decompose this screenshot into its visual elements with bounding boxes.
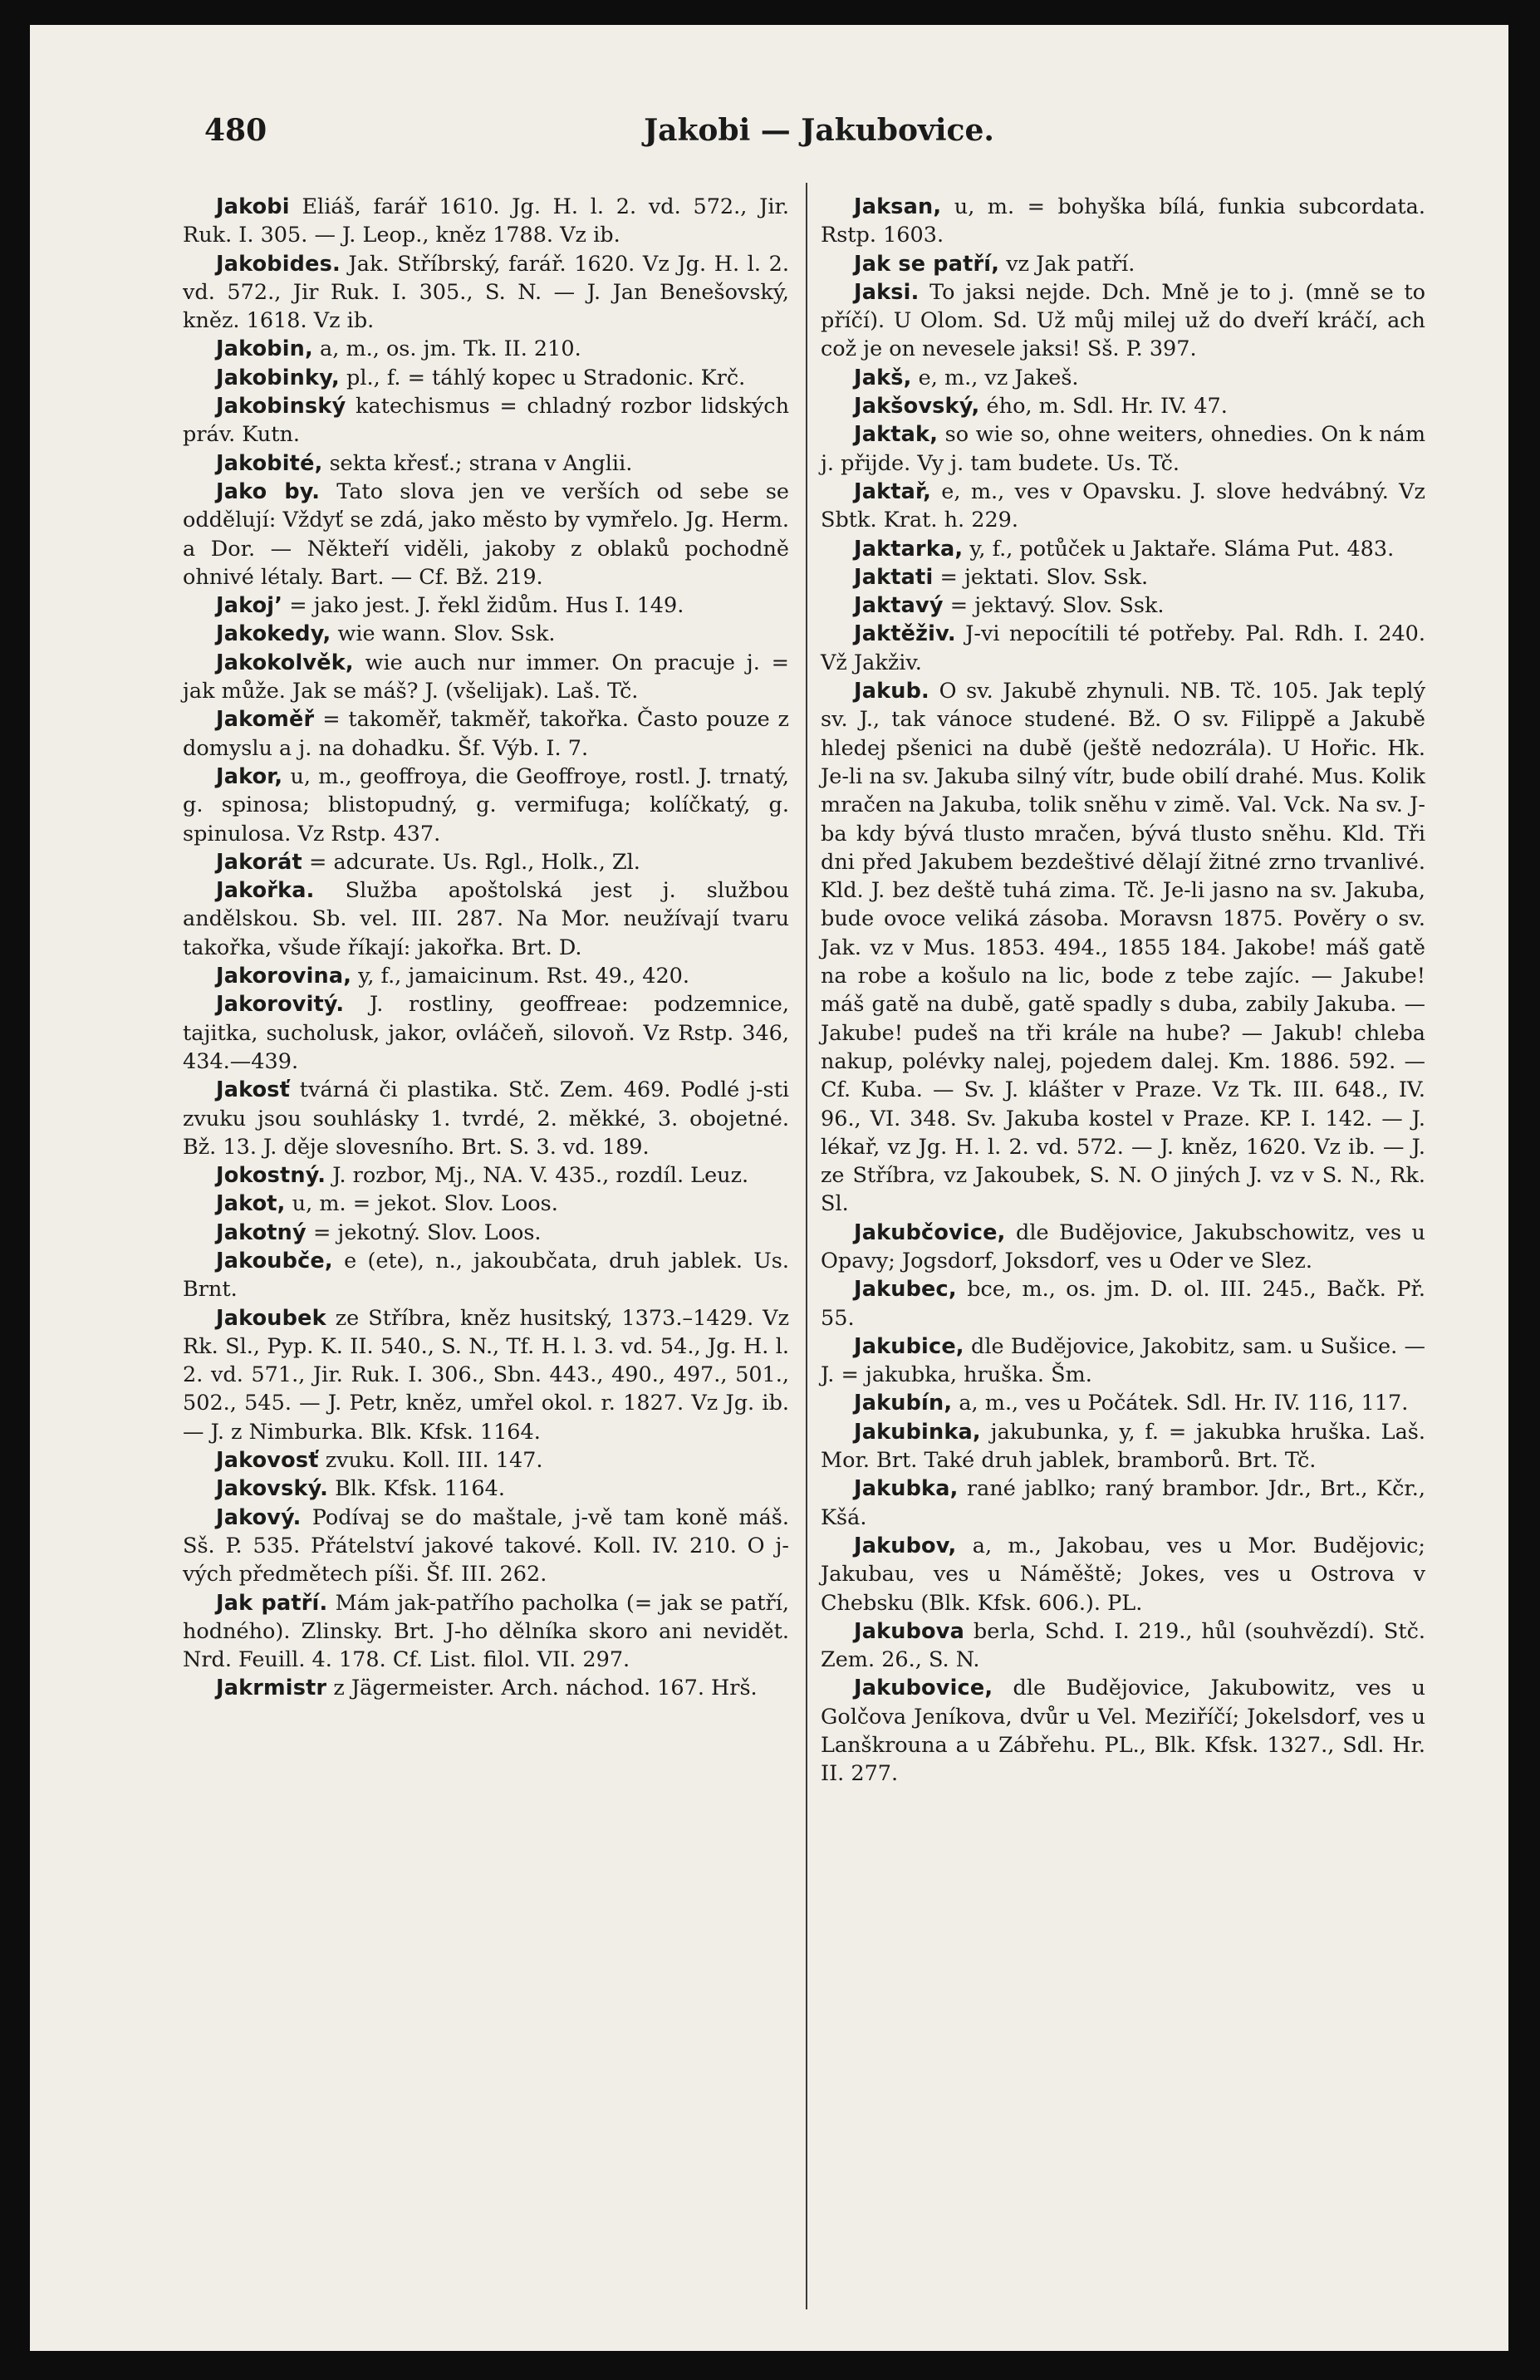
dictionary-entry: [821, 250, 1425, 278]
entry-definition: a, m., ves u Počátek. Sdl. Hr. IV. 116, 117.: [952, 1391, 1409, 1416]
entry-headword: Jakořka.: [216, 878, 315, 904]
entry-headword: Jakosť: [216, 1077, 291, 1103]
entry-headword: Jaksan,: [854, 194, 942, 219]
dictionary-entry: [821, 364, 1425, 392]
entry-headword: Jakoj’: [216, 593, 283, 619]
entry-headword: Jaktěživ.: [854, 621, 956, 647]
left-column: [183, 193, 789, 1703]
entry-definition: dle Budějovice, Jakubowitz, ves u Golčova Jeníkova, dvůr u Vel. Meziříčí; Jokelsdorf, ves u Lanškrouna a u Zábřehu. PL., Blk. Kfsk. 1327., Sdl. Hr. II. 277.: [821, 1676, 1425, 1787]
entry-headword: Jakokedy,: [216, 621, 331, 647]
entry-headword: Jakoubek: [216, 1305, 326, 1331]
entry-definition: z Jägermeister. Arch. náchod. 167. Hrš.: [326, 1676, 758, 1701]
entry-definition: = jako jest. J. řekl židům. Hus I. 149.: [282, 593, 684, 619]
dictionary-entry: [183, 449, 789, 478]
dictionary-entry: [183, 1247, 789, 1304]
running-head: Jakobi — Jakubovice.: [644, 113, 994, 148]
entry-headword: Jak se patří,: [854, 251, 1000, 277]
entry-headword: Jaktati: [854, 564, 934, 590]
dictionary-entry: [821, 563, 1425, 591]
entry-definition: dle Budějovice, Jakobitz, sam. u Sušice. — J. = jakubka, hruška. Šm.: [821, 1333, 1425, 1388]
entry-definition: O sv. Jakubě zhynuli. NB. Tč. 105. Jak teplý sv. J., tak vánoce studené. Bž. O sv. Filippě a Jakubě hledej pšenici na dubě (ještě nedozrála). U Hořic. Hk. Je-li na sv. Jakuba silný vítr, bude obilí drahé. Mus. Kolik mračen na Jakuba, tolik sněhu v zimě. Val. Vck. Na sv. J-ba kdy bývá tlusto mračen, bývá tlusto sněhu. Kld. Tři dni před Jakubem bezdeštivé dělají žitné zrno trvanlivé. Kld. J. bez deště tuhá zima. Tč. Je-li jasno na sv. Jakuba, bude ovoce veliká zásoba. Moravsn 1875. Pověry o sv. Jak. vz v Mus. 1853. 494., 1855 184. Jakobe! máš gatě na robe a košulo na lic, bode z tebe zajíc. — Jakube! máš gatě na dubě, gatě spadly s duba, zabily Jakuba. — Jakube! pudeš na tři krále na hube? — Jakub! chleba nakup, polévky nalej, pojedem dalej. Km. 1886. 592. — Cf. Kuba. — Sv. J. klášter v Praze. Vz Tk. III. 648., IV. 96., VI. 348. Sv. Jakuba kostel v Praze. KP. I. 142. — J. lékař, vz Jg. H. l. 2. vd. 572. — J. kněz, 1620. Vz ib. — J. ze Stříbra, vz Jakoubek, S. N. O jiných J. vz v S. N., Rk. Sl.: [821, 679, 1425, 1217]
entry-headword: Jakubice,: [854, 1333, 964, 1359]
entry-headword: Jakubka,: [854, 1476, 959, 1502]
dictionary-entry: [183, 1674, 789, 1702]
entry-definition: Mám jak-patřího pacholka (= jak se patří, hodného). Zlinsky. Brt. J-ho dělníka skoro ani nevidět. Nrd. Feuill. 4. 178. Cf. List. filol. VII. 297.: [183, 1590, 790, 1673]
entry-definition: Jak. Stříbrský, farář. 1620. Vz Jg. H. l. 2. vd. 572., Jir Ruk. I. 305., S. N. — J. Jan Benešovský, kněz. 1618. Vz ib.: [183, 251, 789, 334]
entry-headword: Jakobi: [216, 194, 290, 219]
dictionary-entry: [183, 1190, 789, 1218]
entry-definition: y, f., potůček u Jaktaře. Sláma Put. 483.: [963, 536, 1395, 562]
entry-definition: so wie so, ohne weiters, ohnedies. On k nám j. přijde. Vy j. tam budete. Us. Tč.: [821, 422, 1425, 476]
page-number: 480: [204, 113, 267, 148]
dictionary-entry: [183, 1161, 789, 1190]
dictionary-entry: [183, 763, 789, 848]
entry-definition: J-vi nepocítili té potřeby. Pal. Rdh. I. 240. Vž Jakživ.: [821, 621, 1425, 675]
entry-definition: a, m., Jakobau, ves u Mor. Budějovic; Jakubau, ves u Náměště; Jokes, ves u Ostrova v Chebsku (Blk. Kfsk. 606.). PL.: [821, 1533, 1425, 1616]
entry-definition: tvárná či plastika. Stč. Zem. 469. Podlé j-sti zvuku jsou souhlásky 1. tvrdé, 2. měkké, 3. obojetné. Bž. 13. J. děje slovesního. Brt. S. 3. vd. 189.: [183, 1077, 789, 1160]
dictionary-entry: [183, 876, 789, 962]
entry-definition: zvuku. Koll. III. 147.: [318, 1448, 543, 1474]
entry-headword: Jakš,: [854, 365, 912, 390]
dictionary-entry: [183, 962, 789, 990]
entry-headword: Jakubova: [854, 1618, 965, 1644]
entry-definition: Blk. Kfsk. 1164.: [328, 1476, 505, 1502]
dictionary-entry: [183, 392, 789, 449]
entry-headword: Jakobinky,: [216, 365, 340, 390]
entry-definition: katechismus = chladný rozbor lidských práv. Kutn.: [183, 394, 789, 448]
entry-definition: Tato slova jen ve verších od sebe se oddělují: Vždyť se zdá, jako město by vymřelo. Jg. Herm. a Dor. — Někteří viděli, jakoby z oblaků pochodně ohnivé létaly. Bart. — Cf. Bž. 219.: [183, 478, 790, 590]
dictionary-entry: [821, 1332, 1425, 1390]
dictionary-entry: [183, 1076, 789, 1161]
dictionary-entry: [821, 1219, 1425, 1276]
entry-definition: berla, Schd. I. 219., hůl (souhvězdí). Stč. Zem. 26., S. N.: [821, 1618, 1425, 1673]
dictionary-entry: [183, 591, 789, 620]
entry-headword: Jakubinka,: [854, 1419, 981, 1445]
dictionary-entry: [183, 649, 789, 706]
entry-definition: Služba apoštolská jest j. službou andělskou. Sb. vel. III. 287. Na Mor. neužívají tvaru takořka, všude říkají: jakořka. Brt. D.: [183, 878, 789, 960]
dictionary-entry: [821, 1275, 1425, 1332]
entry-headword: Jakor,: [216, 763, 283, 789]
dictionary-entry: [183, 1219, 789, 1247]
entry-headword: Jakšovský,: [854, 394, 980, 420]
entry-definition: ze Stříbra, kněz husitský, 1373.–1429. Vz Rk. Sl., Pyp. K. II. 540., S. N., Tf. H. l. 3. vd. 54., Jg. H. l. 2. vd. 571., Jir. Ruk. I. 306., Sbn. 443., 490., 497., 501., 502., 545. — J. Petr, kněz, umřel okol. r. 1827. Vz Jg. ib. — J. z Nimburka. Blk. Kfsk. 1164.: [183, 1305, 789, 1445]
entry-headword: Jokostný.: [216, 1163, 326, 1189]
entry-definition: J. rostliny, geoffreae: podzemnice, tajitka, sucholusk, jakor, ovláčeň, silovoň. Vz Rstp. 346, 434.—439.: [183, 992, 789, 1074]
entry-definition: = jekotný. Slov. Loos.: [306, 1219, 542, 1245]
entry-headword: Jakový.: [216, 1504, 302, 1530]
entry-headword: Jakorát: [216, 849, 302, 875]
dictionary-entry: [183, 1475, 789, 1503]
entry-headword: Jaktař,: [854, 478, 931, 504]
entry-definition: u, m. = bohyška bílá, funkia subcordata. Rstp. 1603.: [821, 194, 1425, 248]
entry-headword: Jaktarka,: [854, 536, 964, 562]
page-header: [204, 113, 1434, 163]
entry-definition: u, m. = jekot. Slov. Loos.: [285, 1191, 558, 1217]
entry-definition: dle Budějovice, Jakubschowitz, ves u Opavy; Jogsdorf, Joksdorf, ves u Oder ve Slez.: [821, 1219, 1425, 1273]
entry-headword: Jakokolvěk,: [216, 650, 354, 675]
dictionary-entry: [183, 335, 789, 363]
entry-headword: Jakubčovice,: [854, 1219, 1006, 1245]
dictionary-entry: [183, 620, 789, 648]
entry-headword: Jakorovina,: [216, 964, 352, 989]
dictionary-entry: [183, 848, 789, 876]
dictionary-entry: [821, 620, 1425, 677]
dictionary-entry: [821, 1418, 1425, 1475]
entry-headword: Jakub.: [854, 679, 929, 704]
entry-definition: rané jablko; raný brambor. Jdr., Brt., Kčr., Kšá.: [821, 1476, 1425, 1530]
entry-headword: Jakovský.: [216, 1476, 329, 1502]
entry-definition: pl., f. = táhlý kopec u Stradonic. Krč.: [339, 365, 746, 390]
entry-definition: sekta křesť.; strana v Anglii.: [322, 450, 633, 476]
dictionary-entry: [183, 1304, 789, 1446]
entry-headword: Jakotný: [216, 1219, 307, 1245]
entry-headword: Jakoubče,: [216, 1248, 333, 1273]
entry-headword: Jakubec,: [854, 1277, 957, 1303]
entry-headword: Jakubín,: [854, 1391, 953, 1416]
entry-definition: wie auch nur immer. On pracuje j. = jak může. Jak se máš? J. (všelijak). Laš. Tč.: [183, 650, 789, 704]
entry-definition: To jaksi nejde. Dch. Mně je to j. (mně se to příčí). U Olom. Sd. Už můj milej už do dveří kráčí, ach což je on nevesele jaksi! Sš. P. 397.: [821, 279, 1425, 362]
entry-definition: vz Jak patří.: [999, 251, 1135, 277]
entry-headword: Jakobin,: [216, 336, 313, 362]
entry-definition: Podívaj se do maštale, j-vě tam koně máš. Sš. P. 535. Přátelství jakové takové. Koll. IV. 210. O j-vých předmětech píši. Šf. III. 262.: [183, 1504, 789, 1587]
column-divider: [806, 183, 807, 2309]
entry-headword: Jakovosť: [216, 1448, 319, 1474]
dictionary-entry: [183, 250, 789, 336]
entry-definition: = adcurate. Us. Rgl., Holk., Zl.: [302, 849, 640, 875]
entry-definition: Eliáš, farář 1610. Jg. H. l. 2. vd. 572., Jir. Ruk. I. 305. — J. Leop., kněz 1788. Vz ib.: [183, 194, 789, 248]
entry-definition: ého, m. Sdl. Hr. IV. 47.: [979, 394, 1228, 420]
entry-headword: Jak patří.: [216, 1590, 328, 1616]
dictionary-entry: [183, 193, 789, 250]
dictionary-entry: [821, 478, 1425, 535]
dictionary-entry: [821, 1617, 1425, 1675]
entry-definition: e, m., vz Jakeš.: [911, 365, 1079, 390]
dictionary-entry: [821, 392, 1425, 420]
entry-headword: Jakubovice,: [854, 1676, 993, 1701]
entry-definition: J. rozbor, Mj., NA. V. 435., rozdíl. Leuz.: [326, 1163, 749, 1189]
entry-definition: a, m., os. jm. Tk. II. 210.: [312, 336, 581, 362]
entry-headword: Jakorovitý.: [216, 992, 345, 1018]
dictionary-entry: [183, 1446, 789, 1475]
dictionary-entry: [183, 990, 789, 1076]
entry-definition: e, m., ves v Opavsku. J. slove hedvábný. Vz Sbtk. Krat. h. 229.: [821, 478, 1425, 533]
entry-headword: Jaktak,: [854, 422, 939, 448]
dictionary-entry: [183, 478, 789, 591]
entry-definition: = jektati. Slov. Ssk.: [933, 564, 1149, 590]
entry-definition: = jektavý. Slov. Ssk.: [943, 593, 1165, 619]
dictionary-entry: [821, 677, 1425, 1219]
entry-headword: Jakoměř: [216, 707, 315, 733]
entry-headword: Jakot,: [216, 1191, 286, 1217]
dictionary-entry: [821, 535, 1425, 563]
entry-definition: y, f., jamaicinum. Rst. 49., 420.: [351, 964, 689, 989]
dictionary-entry: [821, 1532, 1425, 1617]
right-column: [821, 193, 1425, 1789]
dictionary-entry: [821, 278, 1425, 364]
entry-headword: Jaktavý: [854, 593, 944, 619]
entry-headword: Jakrmistr: [216, 1676, 327, 1701]
entry-definition: u, m., geoffroya, die Geoffroye, rostl. J. trnatý, g. spinosa; blistopudný, g. vermifuga; kolíčkatý, g. spinulosa. Vz Rstp. 437.: [183, 763, 789, 846]
dictionary-entry: [821, 1389, 1425, 1417]
entry-headword: Jakobité,: [216, 450, 323, 476]
dictionary-entry: [183, 705, 789, 763]
entry-definition: = takoměř, takměř, takořka. Často pouze z domyslu a j. na dohadku. Šf. Výb. I. 7.: [183, 707, 789, 761]
entry-headword: Jakobides.: [216, 251, 341, 277]
dictionary-entry: [183, 364, 789, 392]
entry-definition: e (ete), n., jakoubčata, druh jablek. Us. Brnt.: [183, 1248, 789, 1303]
entry-headword: Jaksi.: [854, 279, 920, 305]
dictionary-entry: [183, 1589, 789, 1675]
entry-headword: Jakubov,: [854, 1533, 957, 1558]
entry-headword: Jako by.: [216, 478, 321, 504]
entry-definition: bce, m., os. jm. D. ol. III. 245., Bačk. Př. 55.: [821, 1277, 1425, 1331]
dictionary-entry: [821, 1475, 1425, 1532]
entry-definition: wie wann. Slov. Ssk.: [331, 621, 556, 647]
dictionary-entry: [821, 420, 1425, 478]
dictionary-entry: [821, 1674, 1425, 1788]
dictionary-entry: [821, 591, 1425, 620]
dictionary-entry: [821, 193, 1425, 250]
entry-definition: jakubunka, y, f. = jakubka hruška. Laš. Mor. Brt. Také druh jablek, bramborů. Brt. Tč.: [821, 1419, 1425, 1474]
entry-headword: Jakobinský: [216, 394, 346, 420]
dictionary-entry: [183, 1504, 789, 1589]
